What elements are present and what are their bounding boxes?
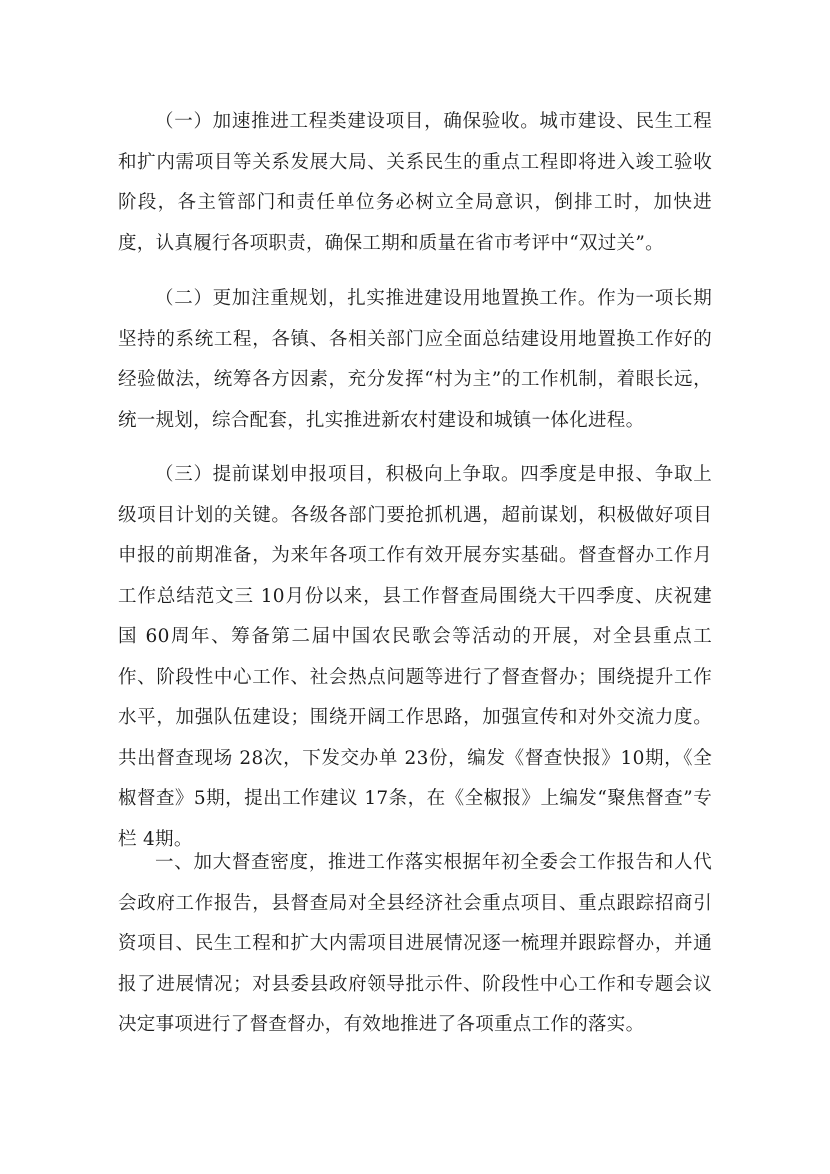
paragraph-4: 一、加大督查密度，推进工作落实根据年初全委会工作报告和人代会政府工作报告，县督查局对全县经济社会重点项目、重点跟踪招商引资项目、民生工程和扩大内需项目进展情况逐一梳理并跟踪督办，并通报了进展情况；对县委县政府领导批示件、阶段性中心工作和专题会议决定事项进行了督查督办，有效地推进了各项重点工作的落实。 bbox=[118, 852, 712, 1035]
paragraph-3: （三）提前谋划申报项目，积极向上争取。四季度是申报、争取上级项目计划的关键。各级各部门要抢抓机遇，超前谋划，积极做好项目申报的前期准备，为来年各项工作有效开展夯实基础。督查督办工作月工作总结范文三 10月份以来，县工作督查局围绕大干四季度、庆祝建国 60周年、筹备第二届中国农民歌会等活动的开展，对全县重点工作、阶段性中心工作、社会热点问题等进行了督查督办；围绕提升工作水平，加强队伍建设；围绕开阔工作思路，加强宣传和对外交流力度。共出督查现场 28次，下发交办单 23份，编发《督查快报》10期，《全椒督查》5期，提出工作建议 17条，在《全椒报》上编发“聚焦督查”专栏 4期。 bbox=[118, 464, 712, 850]
paragraph-2: （二）更加注重规划，扎实推进建设用地置换工作。作为一项长期坚持的系统工程，各镇、各相关部门应全面总结建设用地置换工作好的经验做法，统筹各方因素，充分发挥“村为主”的工作机制，着眼长远，统一规划，综合配套，扎实推进新农村建设和城镇一体化进程。 bbox=[118, 288, 712, 431]
paragraph-1: （一）加速推进工程类建设项目，确保验收。城市建设、民生工程和扩内需项目等关系发展大局、关系民生的重点工程即将进入竣工验收阶段，各主管部门和责任单位务必树立全局意识，倒排工时，加快进度，认真履行各项职责，确保工期和质量在省市考评中“双过关”。 bbox=[118, 111, 712, 254]
